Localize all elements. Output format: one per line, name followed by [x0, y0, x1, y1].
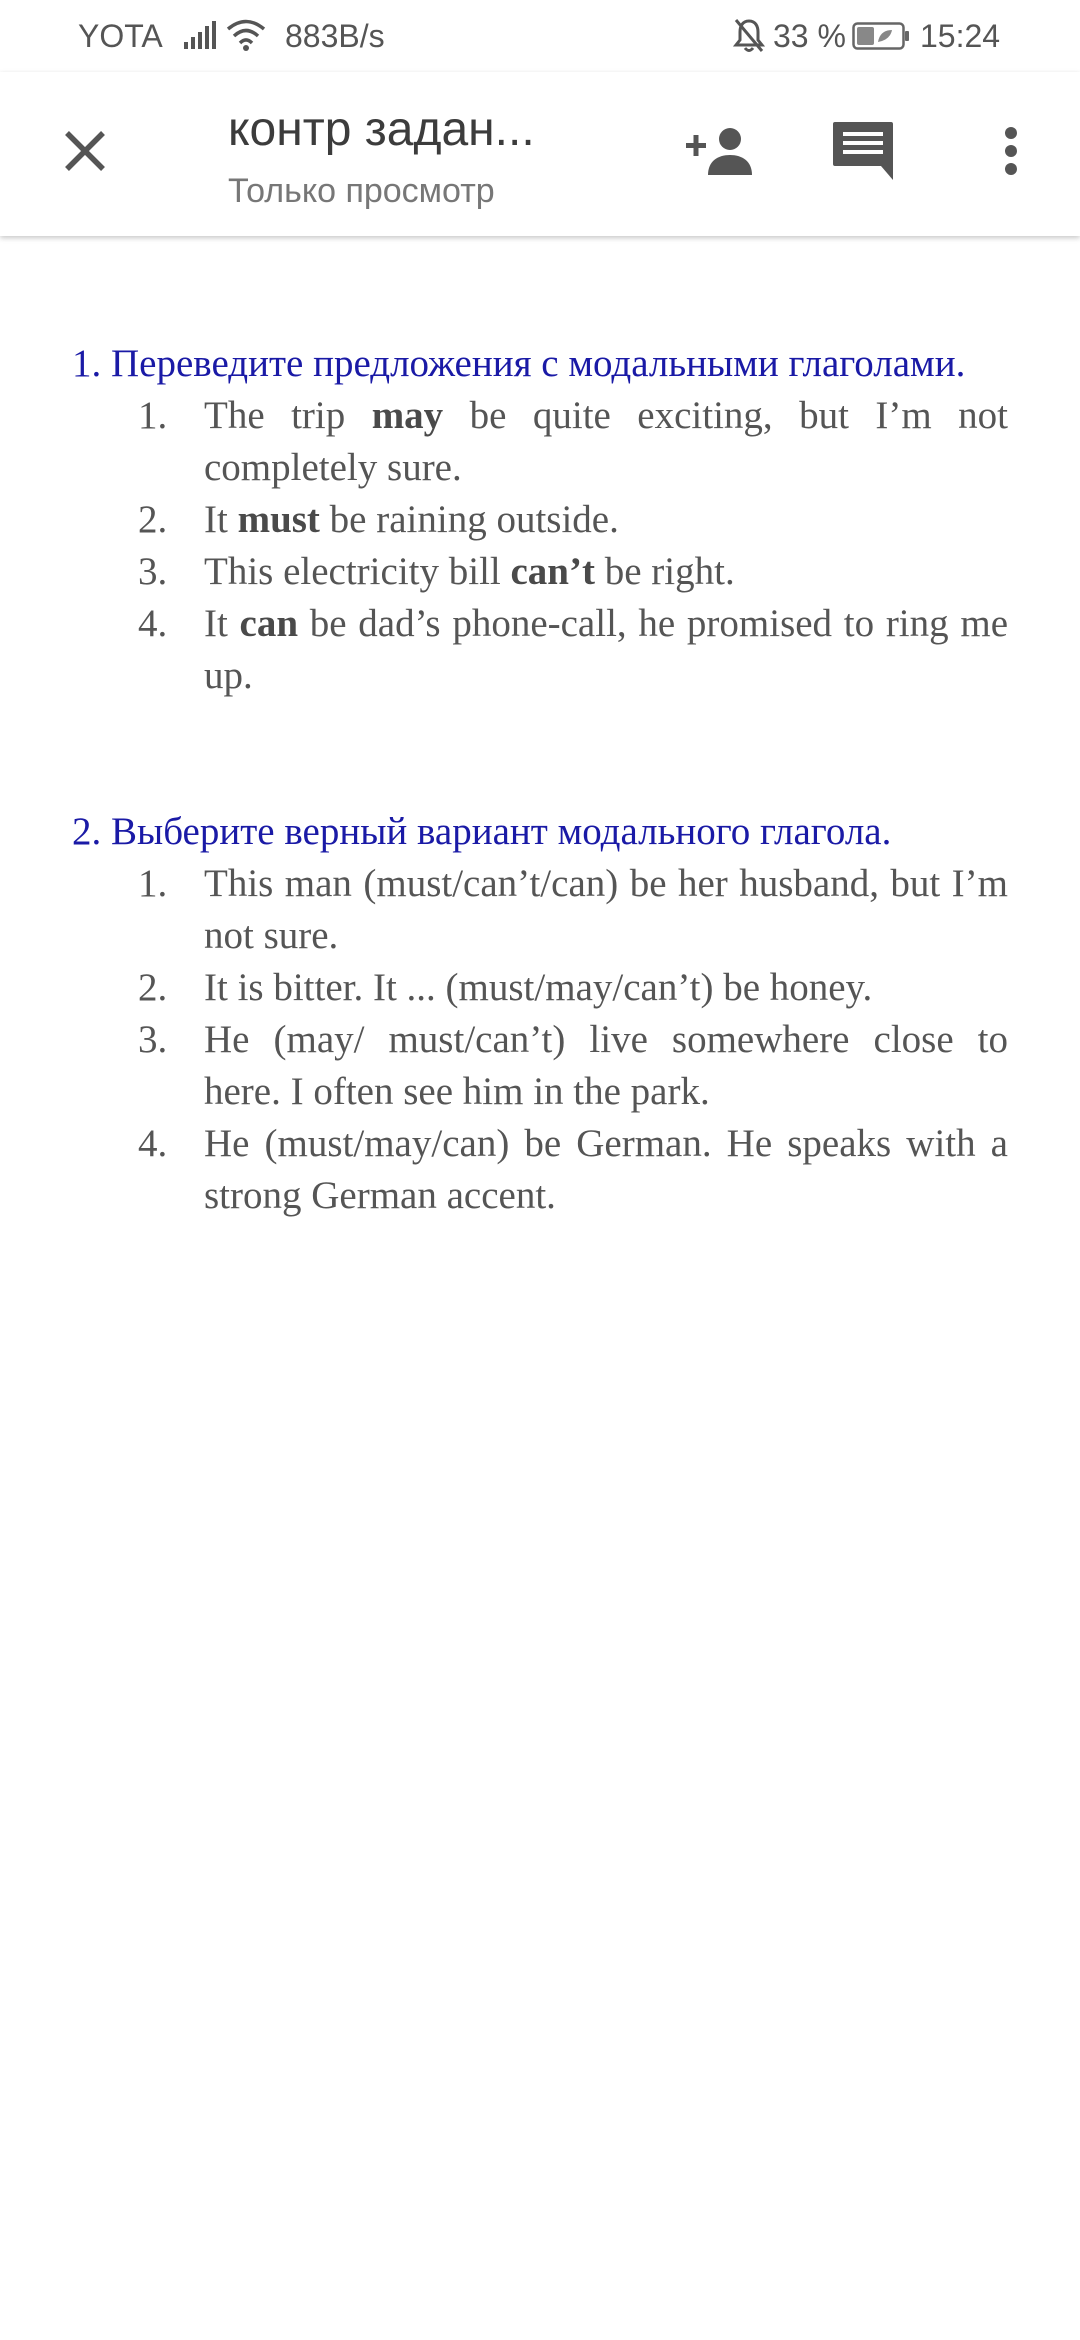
list-item-number: 4. — [138, 602, 168, 645]
battery-icon — [852, 22, 910, 55]
list-item-number: 4. — [138, 1122, 168, 1165]
network-speed: 883B/s — [285, 18, 385, 54]
modal-verb: can — [239, 602, 299, 645]
app-bar — [0, 72, 1080, 236]
sentence-text: This man (must/can’t/can) be her husband, but I’m not sure. — [204, 862, 1008, 957]
task-list — [72, 858, 1008, 1222]
list-item — [72, 546, 1008, 598]
list-item — [72, 962, 1008, 1014]
more-options-button[interactable] — [966, 108, 1056, 198]
share-button[interactable] — [676, 108, 766, 198]
list-item — [72, 1014, 1008, 1118]
clock: 15:24 — [920, 18, 1001, 54]
list-item-number: 3. — [138, 550, 168, 593]
task-list — [72, 390, 1008, 702]
sentence-text: It is bitter. It ... (must/may/can’t) be honey. — [204, 966, 873, 1009]
modal-verb: can’t — [510, 550, 595, 593]
list-item-number: 3. — [138, 1018, 168, 1061]
carrier-name: YOTA — [78, 18, 163, 54]
list-item — [72, 1118, 1008, 1222]
modal-verb: may — [371, 394, 444, 437]
comment-icon — [831, 120, 895, 187]
sentence-text: be quite exciting, but I’m not completely sure. — [204, 394, 1008, 489]
modal-verb: must — [237, 498, 320, 541]
close-button[interactable] — [40, 108, 130, 198]
document-content — [72, 338, 1008, 1222]
section-translate — [72, 338, 1008, 702]
list-item-number: 2. — [138, 498, 168, 541]
list-item — [72, 598, 1008, 702]
add-person-icon — [686, 125, 756, 182]
view-only-label: Только просмотр — [228, 172, 495, 210]
sentence-text: be raining outside. — [319, 498, 619, 541]
signal-icon — [183, 20, 219, 55]
close-icon — [61, 127, 109, 180]
status-bar — [0, 0, 1080, 72]
list-item — [72, 858, 1008, 962]
section-choose-modal — [72, 806, 1008, 1222]
list-item-number: 1. — [138, 862, 168, 905]
sentence-text: This electricity bill — [204, 550, 511, 593]
battery-percent: 33 % — [773, 18, 846, 54]
list-item-number: 2. — [138, 966, 168, 1009]
sentence-text: He (must/may/can) be German. He speaks with a strong German accent. — [204, 1122, 1008, 1217]
section-heading: 2. Выберите верный вариант модального глагола. — [72, 810, 892, 853]
sentence-text: be right. — [594, 550, 735, 593]
list-item — [72, 494, 1008, 546]
section-heading: 1. Переведите предложения с модальными глаголами. — [72, 342, 966, 385]
list-item — [72, 390, 1008, 494]
sentence-text: be dad’s phone-call, he promised to ring me up. — [204, 602, 1008, 697]
more-vert-icon — [1003, 125, 1019, 182]
sentence-text: He (may/ must/can’t) live somewhere close to here. I often see him in the park. — [204, 1018, 1008, 1113]
sentence-text: The trip — [204, 394, 372, 437]
list-item-number: 1. — [138, 394, 168, 437]
notifications-off-icon — [733, 18, 765, 59]
wifi-icon — [226, 18, 266, 57]
sentence-text: It — [204, 498, 238, 541]
comments-button[interactable] — [818, 108, 908, 198]
document-title: контр задан... — [228, 103, 535, 156]
sentence-text: It — [204, 602, 240, 645]
